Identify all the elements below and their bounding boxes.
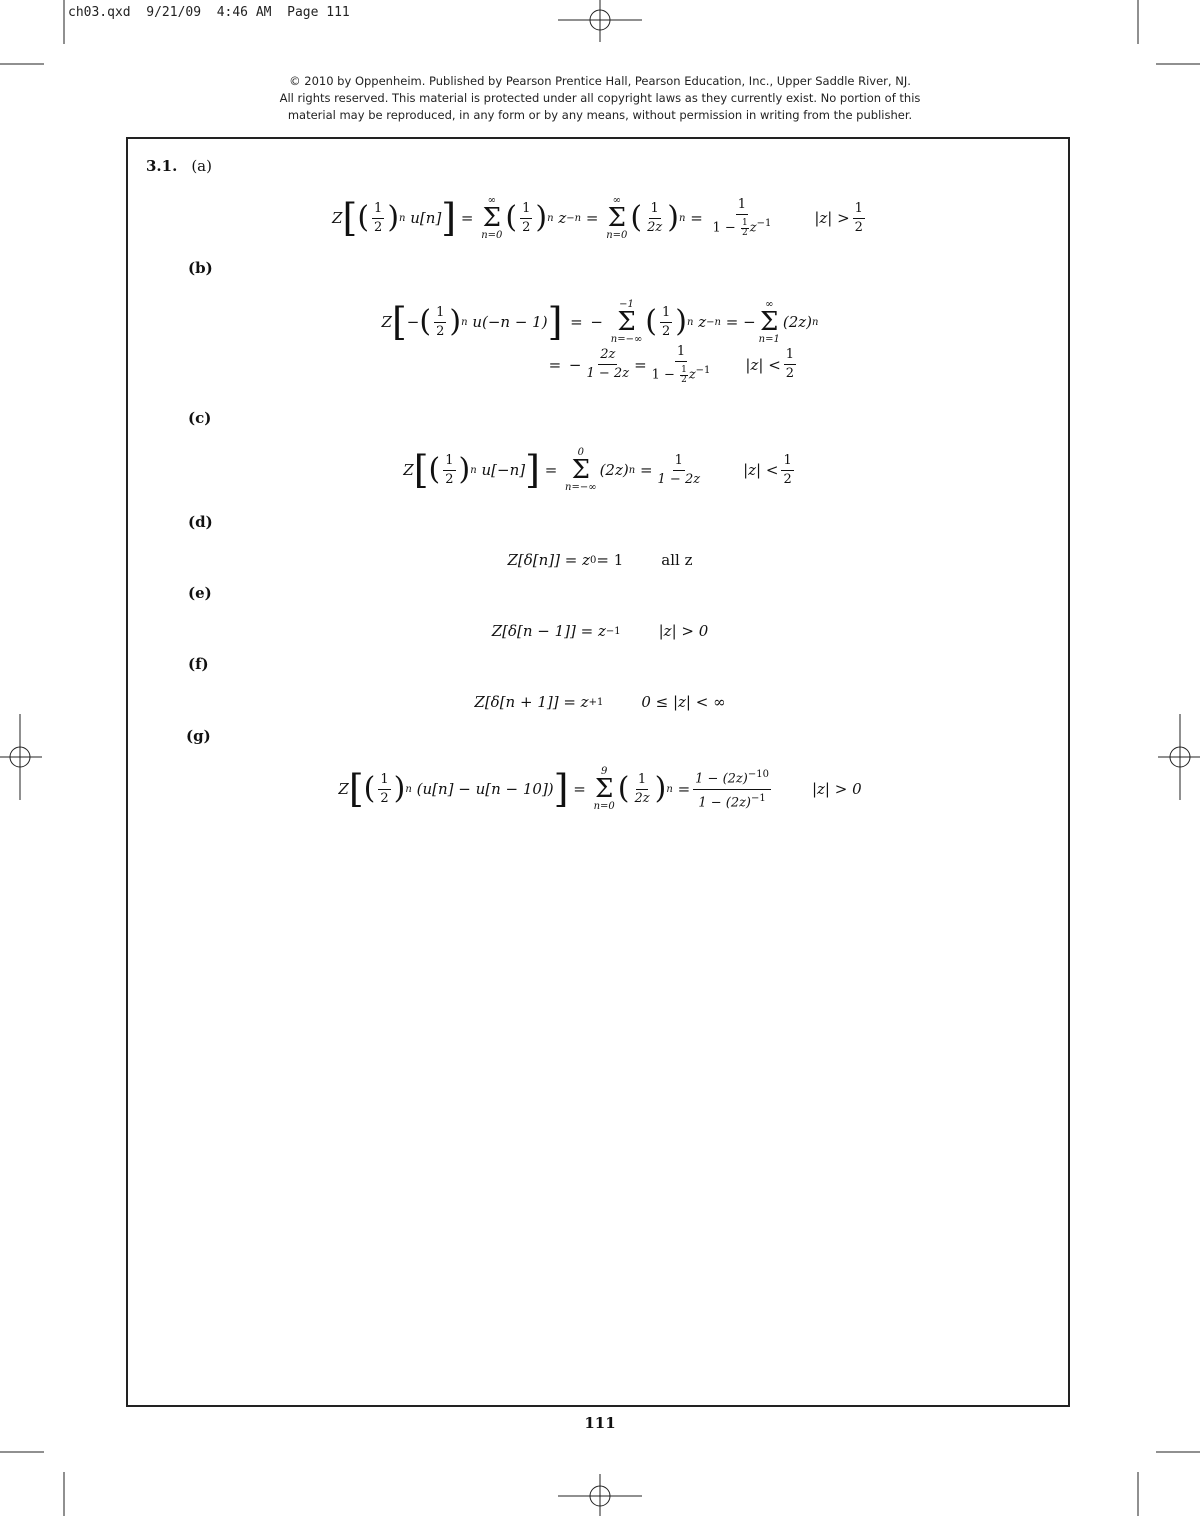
equation-b-line-1: Z [ − ( $\frac{1}{2}$ ) n u(−n − 1) ] = − −1 Σ n=−∞ ( $\frac{1}{2}$ ) n z −n = − ∞ Σ n=1 (2z) n (381, 299, 819, 346)
part-b-label: (b) (188, 259, 213, 277)
part-f-label: (f) (188, 655, 209, 673)
part-c-label: (c) (188, 409, 212, 427)
equation-d: Z[δ[n]] = z 0 = 1 all z (507, 551, 693, 569)
equation-a: Z [ ( $\frac{1}{2}$ ) n u[n] ] = ∞ Σ n=0 ( $\frac{1}{2}$ ) n z −n = ∞ Σ n=0 ( $\frac{1}{2z}$ ) n = 1 1 − $\frac{1}{2}$ $z^{-1}$ |z| > $\frac{1}{2}$ (332, 195, 863, 241)
equation-g: Z [ ( $\frac{1}{2}$ ) n (u[n] − u[n − 10]) ] = 9 Σ n=0 ( $\frac{1}{2z}$ ) n = $\frac{1 - (2z)^{-10}}{1 - (2z)^{-1}}$ |z| > 0 (338, 766, 862, 812)
z-transform-symbol: Z (332, 209, 343, 227)
problem-number: 3.1. (146, 157, 178, 175)
copyright-notice (0, 73, 1200, 124)
equation-b-line-2: = − $\frac{2z}{1 - 2z}$ = 1 1 − $\frac{1}{2}$ $z^{-1}$ |z| < $\frac{1}{2}$ (548, 344, 795, 385)
equation-c: Z [ ( $\frac{1}{2}$ ) n u[−n] ] = 0 Σ n=−∞ (2z) n = $\frac{1}{1 - 2z}$ |z| < $\frac{1}{2}$ (403, 447, 792, 493)
part-g-label: (g) (186, 727, 211, 745)
print-slug: ch03.qxd 9/21/09 4:46 AM Page 111 (68, 5, 350, 20)
part-d-label: (d) (188, 513, 213, 531)
equation-e: Z[δ[n − 1]] = z −1 |z| > 0 (491, 622, 709, 640)
equation-b (0, 292, 1200, 392)
page-number: 111 (584, 1414, 616, 1432)
copyright-line-3: material may be reproduced, in any form or by any means, without permission in writing from the publisher. (287, 108, 913, 122)
problem-label (146, 157, 212, 175)
copyright-line-2: All rights reserved. This material is protected under all copyright laws as they currently exist. No portion of this (279, 91, 921, 105)
equation-f: Z[δ[n + 1]] = z +1 0 ≤ |z| < ∞ (474, 693, 726, 711)
part-a-label: (a) (191, 157, 212, 175)
part-e-label: (e) (188, 584, 212, 602)
copyright-line-1: © 2010 by Oppenheim. Published by Pearson Prentice Hall, Pearson Education, Inc., Upper Saddle River, NJ. (289, 74, 911, 88)
